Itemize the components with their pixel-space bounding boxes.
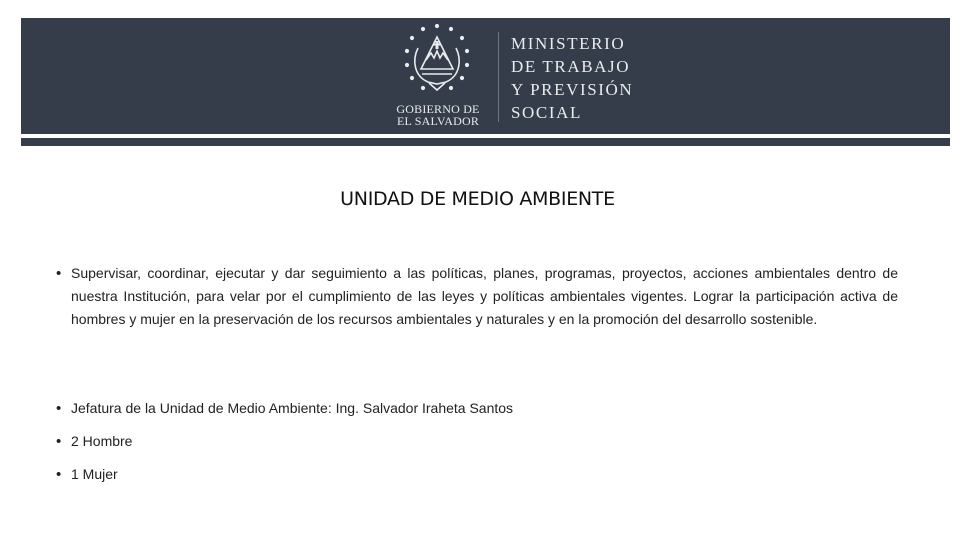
el-salvador-coat-of-arms-icon [398, 22, 476, 98]
bullet-text: Jefatura de la Unidad de Medio Ambiente: Ing. Salvador Iraheta Santos [71, 400, 514, 416]
logo-divider [498, 32, 499, 122]
bullet-item-women-count [56, 463, 898, 486]
header-divider-rule [21, 138, 950, 146]
page-title: UNIDAD DE MEDIO AMBIENTE [340, 188, 615, 210]
ministry-name-line-1: MINISTERIO [511, 34, 626, 53]
bullet-icon: • [56, 433, 62, 450]
government-name-line-2: EL SALVADOR [396, 114, 480, 128]
bullet-text: Supervisar, coordinar, ejecutar y dar seguimiento a las políticas, planes, programas, proyectos, acciones ambientales dentro de nuestra Institución, para velar por el cumplimiento de las leyes y políticas ambientales vigentes. Lograr la participación activa de hombres y mujer en la preservación de los recursos ambientales y naturales y en la promoción del desarrollo sostenible. [71, 265, 898, 327]
bullet-item-men-count [56, 430, 898, 453]
ministry-name-line-3: Y PREVISIÓN [511, 80, 634, 99]
ministry-name-line-2: DE TRABAJO [511, 57, 631, 76]
bullet-icon: • [56, 400, 62, 417]
bullet-text: 1 Mujer [71, 466, 118, 482]
bullet-icon: • [56, 265, 62, 282]
bullet-icon: • [56, 466, 62, 483]
bullet-item-description [56, 262, 898, 331]
bullet-item-jefatura [56, 397, 898, 420]
bullet-text: 2 Hombre [71, 433, 133, 449]
government-name-line-1: GOBIERNO DE [396, 102, 480, 116]
ministry-name-line-4: SOCIAL [511, 103, 582, 122]
